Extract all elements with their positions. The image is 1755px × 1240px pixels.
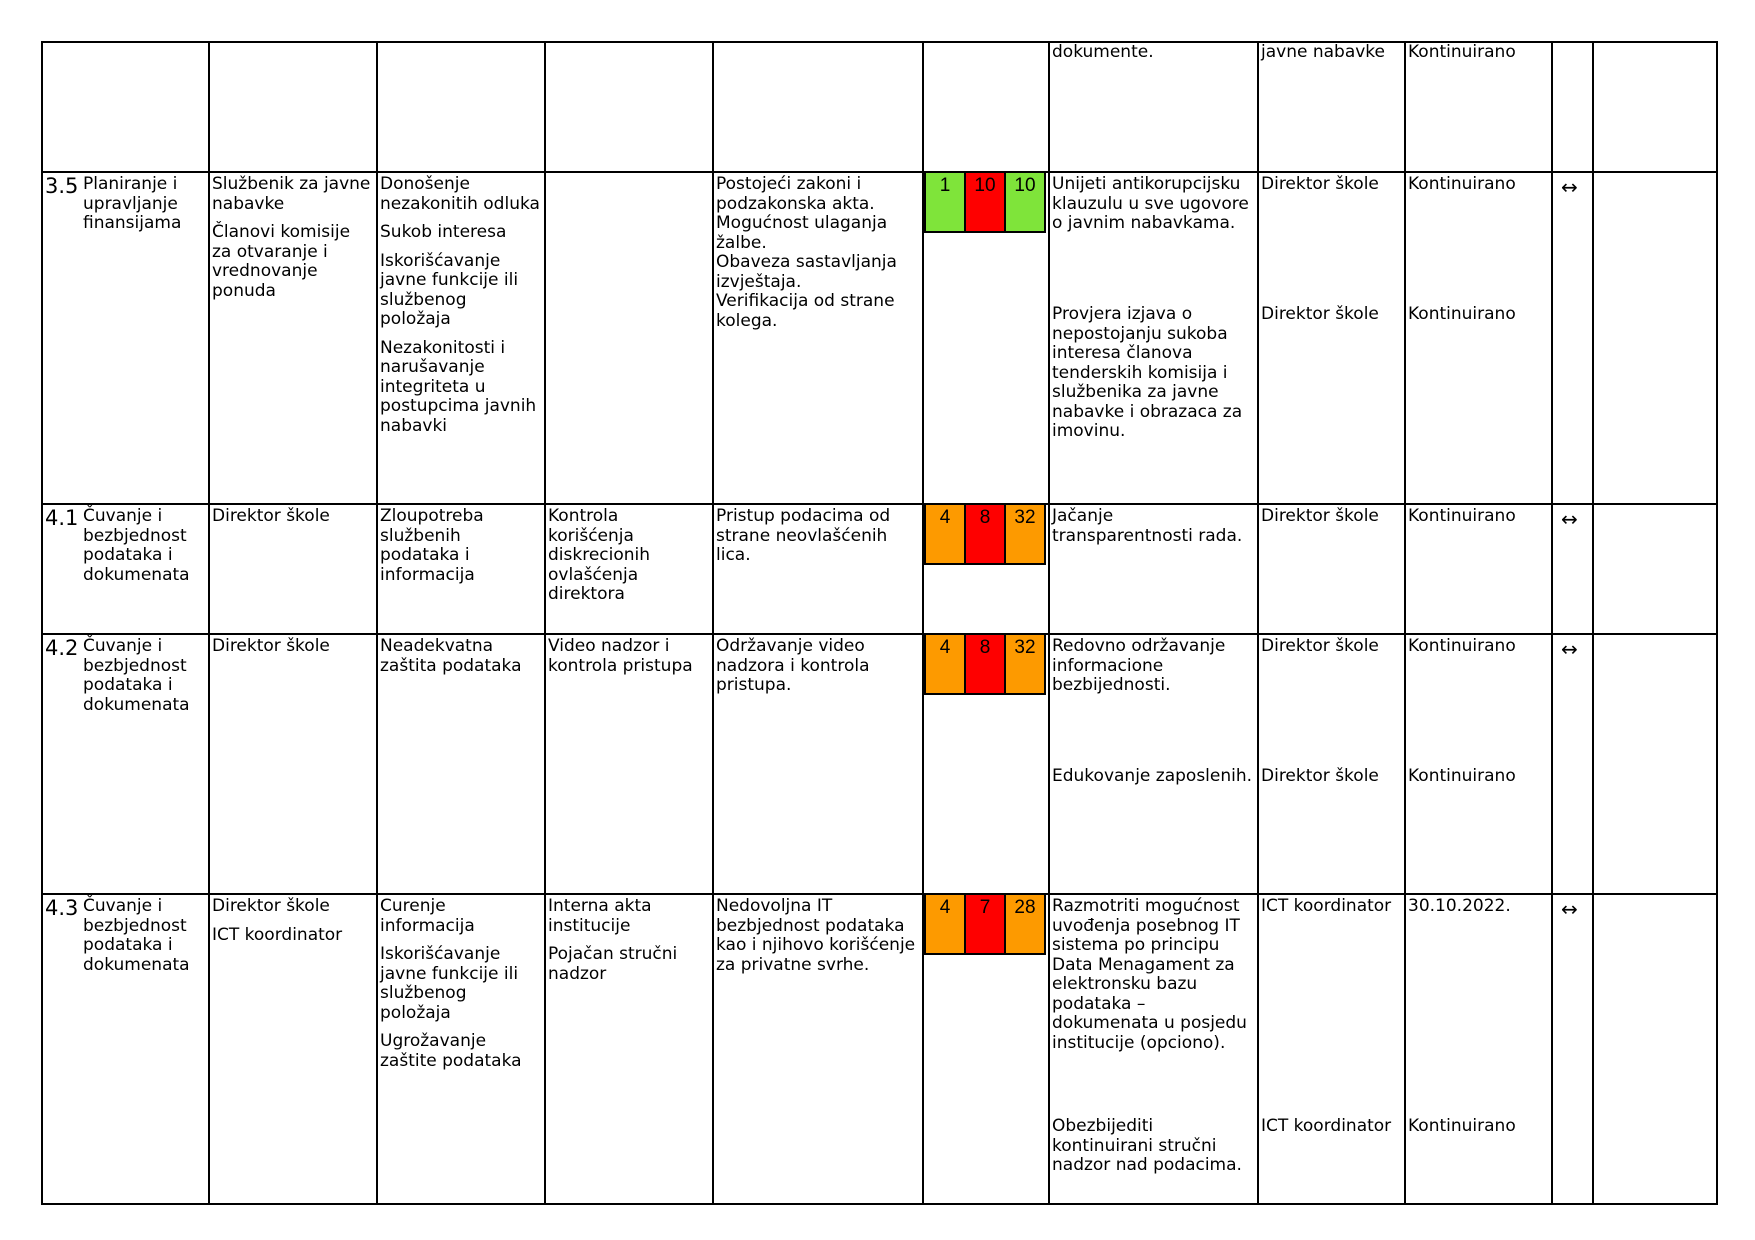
process-area bbox=[83, 175, 207, 243]
measure-deadline-text: 30.10.2022. bbox=[1408, 896, 1511, 916]
risk-factors bbox=[716, 897, 920, 984]
process-area bbox=[83, 897, 207, 984]
risk-score-box: 10 bbox=[1004, 171, 1046, 233]
measure-responsible-text: ICT koordinator bbox=[1261, 896, 1392, 916]
trend-arrow-icon: ↔ bbox=[1561, 897, 1578, 921]
column-divider bbox=[712, 43, 714, 1203]
risk-description-text: Zloupotreba službenih podataka i informacija bbox=[380, 506, 484, 585]
column-divider bbox=[1048, 43, 1050, 1203]
measure bbox=[1052, 897, 1256, 1062]
measure bbox=[1052, 767, 1256, 796]
responsible-persons-text: Direktor škole bbox=[212, 636, 330, 656]
row-divider bbox=[43, 633, 1716, 635]
risk-factors bbox=[716, 175, 920, 340]
responsible-persons-text: ICT koordinator bbox=[212, 924, 343, 945]
measure-text: Razmotriti mogućnost uvođenja posebnog IT sistema po principu Data Menagament za elektronsku bazu podataka – dokumenata u posjedu institucije (opciono). bbox=[1052, 896, 1247, 1053]
responsible-persons-text: Direktor škole bbox=[212, 506, 330, 526]
measure-text: Obezbijediti kontinuirani stručni nadzor nad podacima. bbox=[1052, 1116, 1242, 1175]
risk-description bbox=[380, 175, 542, 445]
column-divider bbox=[544, 43, 546, 1203]
responsible-persons-text: Članovi komisije za otvaranje i vrednovanje ponuda bbox=[212, 222, 351, 301]
measure-responsible bbox=[1261, 1117, 1403, 1146]
row-divider bbox=[43, 171, 1716, 173]
measure bbox=[1052, 175, 1256, 243]
measure-deadline bbox=[1408, 897, 1550, 926]
responsible-persons bbox=[212, 507, 374, 536]
process-area-text: Čuvanje i bezbjednost podataka i dokumenata bbox=[83, 896, 190, 975]
measure-responsible-text: ICT koordinator bbox=[1261, 1116, 1392, 1136]
column-divider bbox=[1592, 43, 1594, 1203]
risk-description-text: Sukob interesa bbox=[380, 222, 507, 242]
measure-deadline-text: Kontinuirano bbox=[1408, 1116, 1516, 1136]
row-number: 3.5 bbox=[45, 174, 79, 198]
responsible-persons-text: Službenik za javne nabavke bbox=[212, 174, 371, 214]
risk-description-text: Nezakonitosti i narušavanje integriteta u postupcima javnih nabavki bbox=[380, 337, 537, 436]
measure-deadline bbox=[1408, 637, 1550, 666]
measure-responsible bbox=[1261, 507, 1403, 536]
measure-deadline bbox=[1408, 507, 1550, 536]
responsible-persons-text: Direktor škole bbox=[212, 896, 330, 916]
risk-description-text: Iskorišćavanje javne funkcije ili službenog položaja bbox=[380, 250, 519, 329]
risk-factors-text: Održavanje video nadzora i kontrola pristupa. bbox=[716, 636, 870, 695]
existing-controls-text: Video nadzor i kontrola pristupa bbox=[548, 636, 693, 676]
measure-deadline-text: Kontinuirano bbox=[1408, 636, 1516, 656]
measure-responsible bbox=[1261, 175, 1403, 204]
measure-responsible-text: Direktor škole bbox=[1261, 766, 1379, 786]
risk-score-box: 10 bbox=[964, 171, 1006, 233]
column-divider bbox=[376, 43, 378, 1203]
measure-deadline-text: Kontinuirano bbox=[1408, 174, 1516, 194]
measure-text: Edukovanje zaposlenih. bbox=[1052, 766, 1253, 786]
existing-controls-text: Interna akta institucije bbox=[548, 896, 652, 936]
risk-factors-text: Nedovoljna IT bezbjednost podataka kao i njihovo korišćenje za privatne svrhe. bbox=[716, 896, 916, 975]
risk-description-text: Curenje informacija bbox=[380, 896, 475, 936]
risk-score-box: 32 bbox=[1004, 633, 1046, 695]
risk-score-box: 32 bbox=[1004, 503, 1046, 565]
trend-arrow-icon: ↔ bbox=[1561, 507, 1578, 531]
column-divider bbox=[1257, 43, 1259, 1203]
risk-score-group bbox=[924, 171, 1046, 233]
row-number: 4.3 bbox=[45, 896, 79, 920]
existing-controls-text: Kontrola korišćenja diskrecionih ovlašćenja direktora bbox=[548, 506, 651, 604]
responsible-persons bbox=[212, 897, 374, 954]
risk-description-text: Donošenje nezakonitih odluka bbox=[380, 174, 540, 214]
risk-score-box: 4 bbox=[924, 893, 966, 955]
responsible-persons bbox=[212, 175, 374, 310]
measure-responsible-text: Direktor škole bbox=[1261, 174, 1379, 194]
measure bbox=[1052, 507, 1256, 555]
existing-controls-text: Pojačan stručni nadzor bbox=[548, 944, 678, 984]
process-area-text: Čuvanje i bezbjednost podataka i dokumenata bbox=[83, 636, 190, 715]
row-divider bbox=[43, 503, 1716, 505]
measure-text: Jačanje transparentnosti rada. bbox=[1052, 506, 1243, 546]
existing-controls bbox=[548, 637, 710, 685]
risk-score-box: 28 bbox=[1004, 893, 1046, 955]
measure-text: Redovno održavanje informacione bezbijednosti. bbox=[1052, 636, 1226, 695]
existing-controls bbox=[548, 507, 710, 614]
risk-description bbox=[380, 507, 542, 594]
risk-description bbox=[380, 897, 542, 1080]
top-measure: dokumente. bbox=[1052, 42, 1154, 62]
responsible-persons bbox=[212, 637, 374, 666]
row-number: 4.1 bbox=[45, 506, 79, 530]
measure-deadline-text: Kontinuirano bbox=[1408, 304, 1516, 324]
measure-responsible bbox=[1261, 897, 1403, 926]
risk-description-text: Neadekvatna zaštita podataka bbox=[380, 636, 522, 676]
risk-score-box: 8 bbox=[964, 633, 1006, 695]
measure bbox=[1052, 637, 1256, 705]
risk-description-text: Ugrožavanje zaštite podataka bbox=[380, 1031, 522, 1071]
trend-arrow-icon: ↔ bbox=[1561, 637, 1578, 661]
measure-responsible-text: Direktor škole bbox=[1261, 506, 1379, 526]
process-area-text: Čuvanje i bezbjednost podataka i dokumenata bbox=[83, 506, 190, 585]
risk-score-box: 7 bbox=[964, 893, 1006, 955]
measure-deadline-text: Kontinuirano bbox=[1408, 766, 1516, 786]
risk-score-box: 4 bbox=[924, 633, 966, 695]
measure-responsible-text: Direktor škole bbox=[1261, 636, 1379, 656]
risk-score-box: 1 bbox=[924, 171, 966, 233]
measure-text: Unijeti antikorupcijsku klauzulu u sve ugovore o javnim nabavkama. bbox=[1052, 174, 1249, 233]
risk-score-group bbox=[924, 893, 1046, 955]
column-divider bbox=[1404, 43, 1406, 1203]
measure-responsible-text: Direktor škole bbox=[1261, 304, 1379, 324]
process-area bbox=[83, 637, 207, 724]
risk-score-group bbox=[924, 503, 1046, 565]
column-divider bbox=[1551, 43, 1553, 1203]
risk-score-group bbox=[924, 633, 1046, 695]
risk-factors bbox=[716, 637, 920, 705]
top-deadline: Kontinuirano bbox=[1408, 42, 1516, 62]
risk-description-text: Iskorišćavanje javne funkcije ili službenog položaja bbox=[380, 944, 519, 1023]
measure-responsible bbox=[1261, 305, 1403, 334]
top-responsible: javne nabavke bbox=[1261, 42, 1385, 62]
measure-deadline bbox=[1408, 305, 1550, 334]
process-area-text: Planiranje i upravljanje finansijama bbox=[83, 174, 182, 233]
measure bbox=[1052, 305, 1256, 451]
measure-deadline-text: Kontinuirano bbox=[1408, 506, 1516, 526]
risk-score-box: 4 bbox=[924, 503, 966, 565]
risk-register-table bbox=[41, 41, 1718, 1205]
process-area bbox=[83, 507, 207, 594]
measure-text: Provjera izjava o nepostojanju sukoba interesa članova tenderskih komisija i službenika za javne nabavke i obrazaca za imovinu. bbox=[1052, 304, 1243, 441]
measure bbox=[1052, 1117, 1256, 1185]
measure-responsible bbox=[1261, 637, 1403, 666]
measure-deadline bbox=[1408, 767, 1550, 796]
risk-factors-text: Postojeći zakoni i podzakonska akta. Mogućnost ulaganja žalbe. Obaveza sastavljanja izvještaja. Verifikacija od strane kolega. bbox=[716, 174, 897, 331]
existing-controls bbox=[548, 897, 710, 993]
risk-factors bbox=[716, 507, 920, 575]
trend-arrow-icon: ↔ bbox=[1561, 175, 1578, 199]
risk-score-box: 8 bbox=[964, 503, 1006, 565]
row-number: 4.2 bbox=[45, 636, 79, 660]
measure-responsible bbox=[1261, 767, 1403, 796]
measure-deadline bbox=[1408, 1117, 1550, 1146]
risk-description bbox=[380, 637, 542, 685]
risk-factors-text: Pristup podacima od strane neovlašćenih lica. bbox=[716, 506, 891, 565]
row-divider bbox=[43, 893, 1716, 895]
column-divider bbox=[208, 43, 210, 1203]
measure-deadline bbox=[1408, 175, 1550, 204]
